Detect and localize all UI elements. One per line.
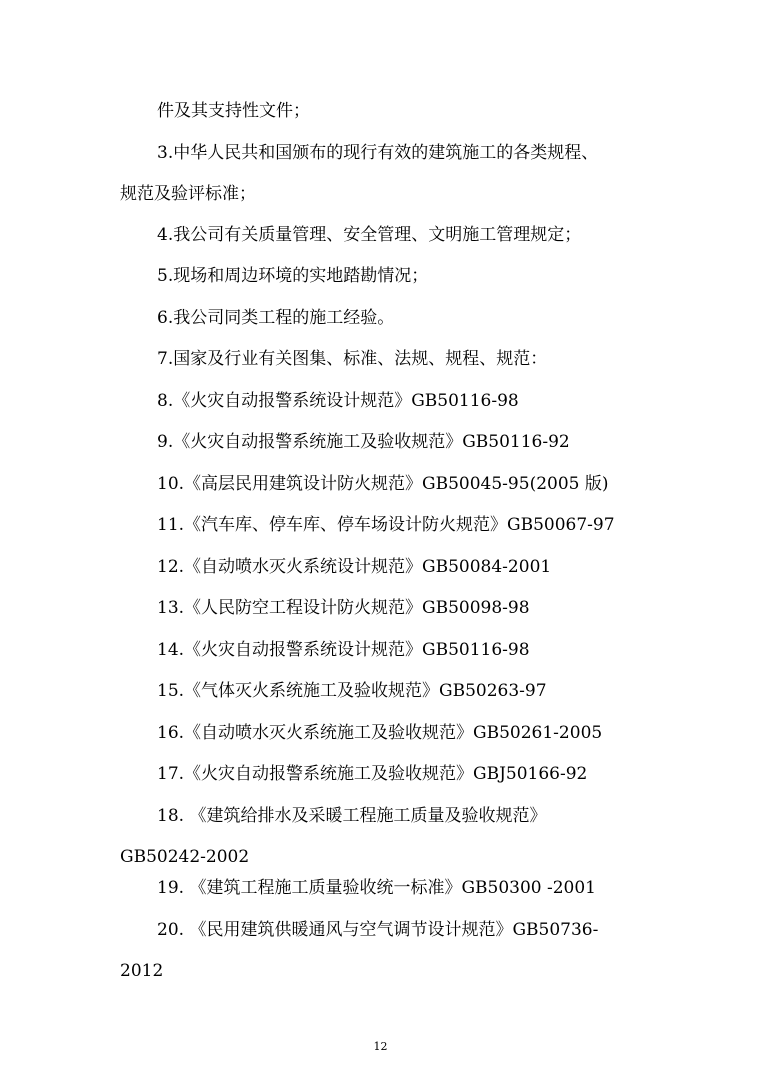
text-line: 9.《火灾自动报警系统施工及验收规范》GB50116-92 [157,432,570,452]
text-line: 10.《高层民用建筑设计防火规范》GB50045-95(2005 版) [157,474,609,494]
page-number: 12 [373,1040,388,1053]
text-line: 15.《气体灭火系统施工及验收规范》GB50263-97 [157,681,547,701]
text-line: 19. 《建筑工程施工质量验收统一标准》GB50300 -2001 [157,878,597,898]
text-line: 4.我公司有关质量管理、安全管理、文明施工管理规定； [157,225,582,245]
text-line: GB50242-2002 [120,847,250,867]
text-line: 18. 《建筑给排水及采暖工程施工质量及验收规范》 [157,806,547,826]
text-line: 17.《火灾自动报警系统施工及验收规范》GBJ50166-92 [157,764,588,784]
text-line: 2012 [120,961,164,981]
text-line: 12.《自动喷水灭火系统设计规范》GB50084-2001 [157,557,552,577]
text-line: 6.我公司同类工程的施工经验。 [157,308,395,328]
text-line: 7.国家及行业有关图集、标准、法规、规程、规范： [157,349,548,369]
text-line: 8.《火灾自动报警系统设计规范》GB50116-98 [157,391,519,411]
text-line: 5.现场和周边环境的实地踏勘情况； [157,266,429,286]
text-line: 3.中华人民共和国颁布的现行有效的建筑施工的各类规程、 [157,143,599,163]
text-line: 13.《人民防空工程设计防火规范》GB50098-98 [157,598,530,618]
text-line: 20. 《民用建筑供暖通风与空气调节设计规范》GB50736- [157,920,599,940]
text-line: 规范及验评标准； [120,184,256,204]
text-line: 16.《自动喷水灭火系统施工及验收规范》GB50261-2005 [157,723,603,743]
text-line: 11.《汽车库、停车库、停车场设计防火规范》GB50067-97 [157,515,615,535]
text-line: 件及其支持性文件； [157,101,310,121]
text-line: 14.《火灾自动报警系统设计规范》GB50116-98 [157,640,530,660]
